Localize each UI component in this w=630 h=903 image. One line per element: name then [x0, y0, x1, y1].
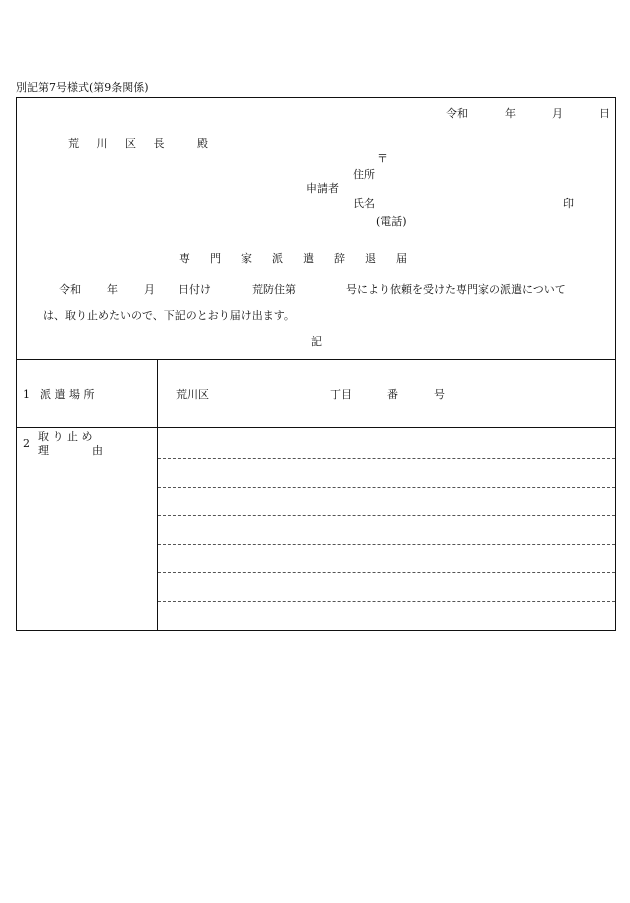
- addressee-honorific: 殿: [197, 137, 208, 150]
- body-line1-rest: 号により依頼を受けた専門家の派遣について: [346, 283, 566, 296]
- row1-label: 派 遣 場 所: [40, 388, 95, 401]
- reason-writing-line: [158, 487, 615, 488]
- body-line2: は、取り止めたいので、下記のとおり届け出ます。: [43, 309, 295, 322]
- row1-chome: 丁目: [330, 388, 352, 401]
- seal-label: 印: [563, 197, 574, 210]
- phone-label: (電話): [376, 215, 407, 228]
- row2-label-line2-b: 由: [92, 444, 103, 457]
- address-label: 住所: [353, 168, 375, 181]
- row2-label-line1: 取 り 止 め: [38, 430, 93, 443]
- row2-label-line2-a: 理: [38, 444, 49, 457]
- body-month: 月: [144, 283, 155, 296]
- reason-writing-line: [158, 544, 615, 545]
- reason-writing-line: [158, 458, 615, 459]
- table-top-border: [16, 359, 616, 360]
- body-date-suffix: 日付け: [178, 283, 211, 296]
- date-era: 令和: [446, 107, 468, 120]
- row1-number: 1: [23, 388, 30, 401]
- form-title: 別記第7号様式(第9条関係): [16, 81, 149, 94]
- name-label: 氏名: [353, 197, 375, 210]
- row2-number: 2: [23, 437, 30, 450]
- reason-writing-line: [158, 601, 615, 602]
- applicant-label: 申請者: [306, 182, 339, 195]
- row1-go: 号: [434, 388, 445, 401]
- date-month: 月: [552, 107, 563, 120]
- body-year: 年: [107, 283, 118, 296]
- body-era: 令和: [59, 283, 81, 296]
- date-year: 年: [505, 107, 516, 120]
- table-column-divider: [157, 359, 158, 631]
- addressee-title: 荒 川 区 長: [68, 137, 172, 150]
- reason-writing-line: [158, 515, 615, 516]
- row1-ban: 番: [387, 388, 398, 401]
- reason-writing-line: [158, 572, 615, 573]
- postal-mark: 〒: [377, 152, 388, 165]
- document-title: 専門家派遣辞退届: [179, 252, 427, 265]
- row1-ward: 荒川区: [176, 388, 209, 401]
- table-row-divider: [16, 427, 616, 428]
- ki-label: 記: [311, 335, 322, 348]
- date-day: 日: [599, 107, 610, 120]
- form-frame: [16, 97, 616, 631]
- body-reference-prefix: 荒防住第: [252, 283, 296, 296]
